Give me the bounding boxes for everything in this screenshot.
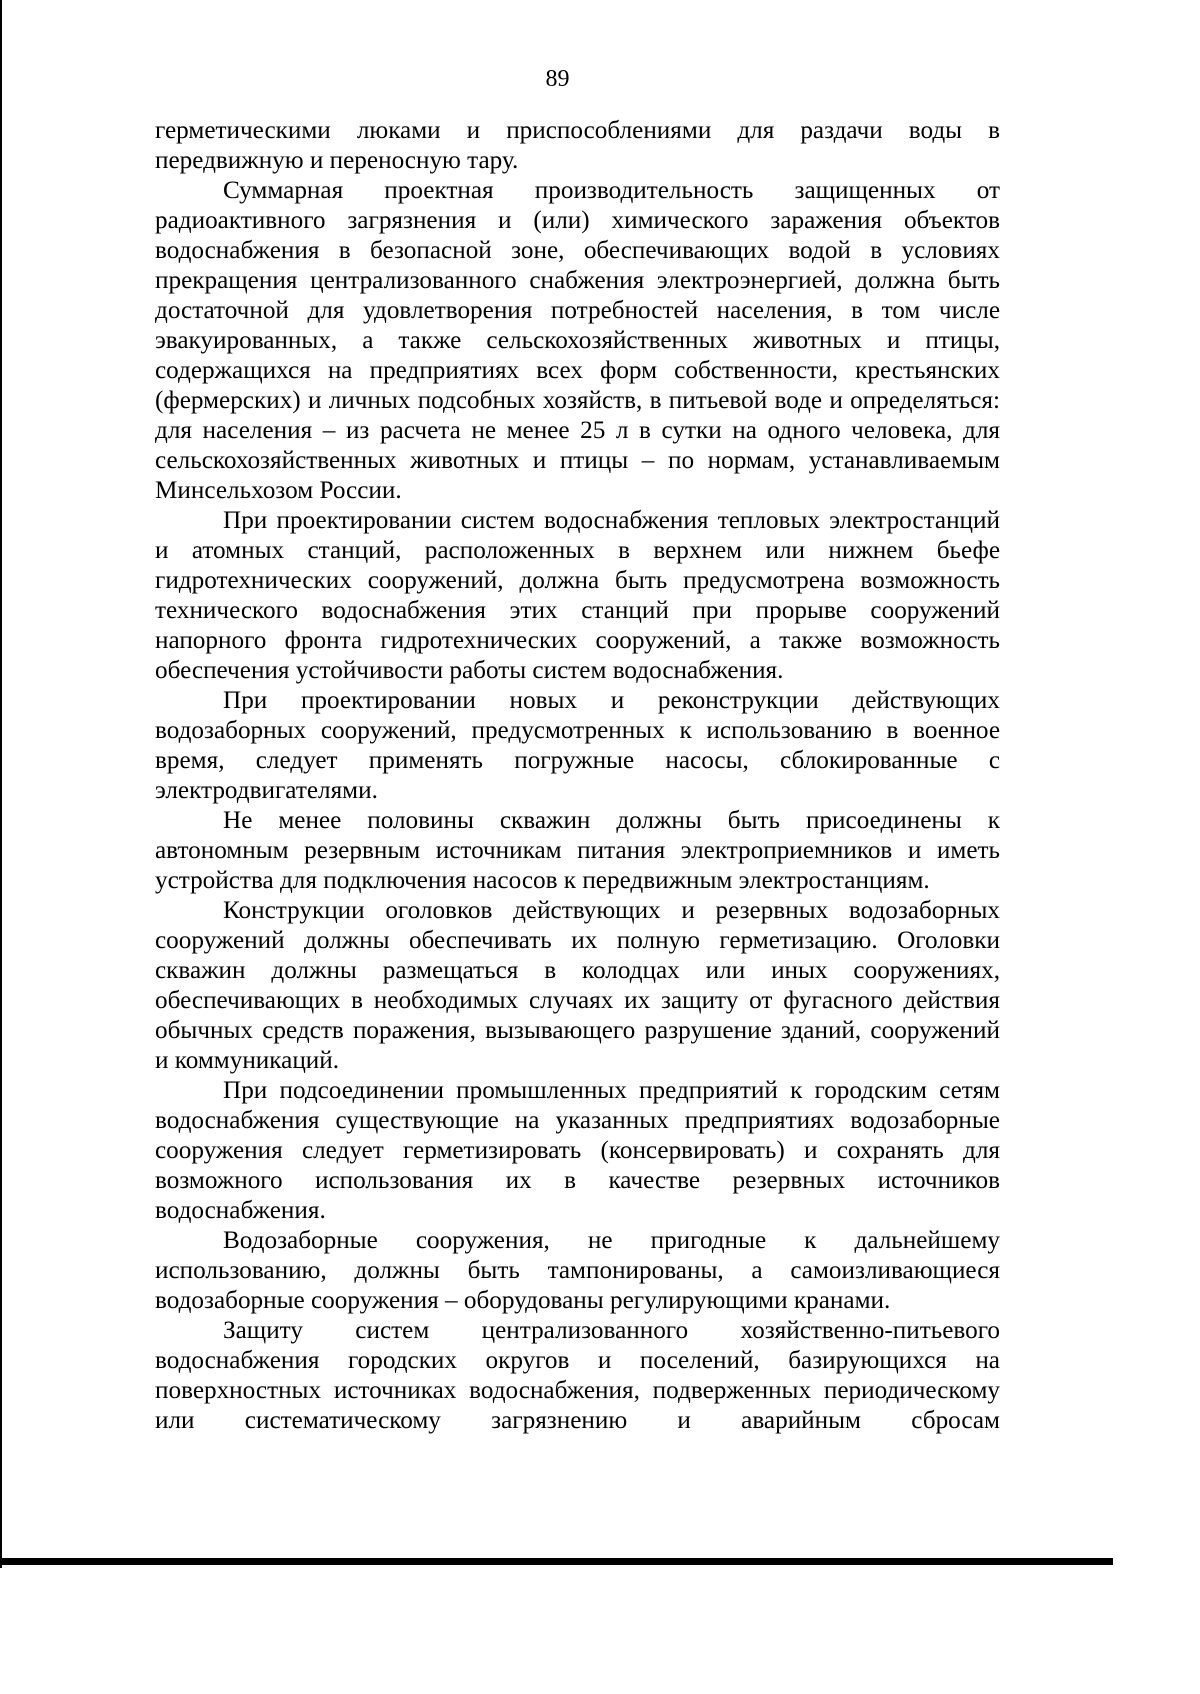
paragraph-power-stations: При проектировании систем водоснабжения тепловых электростанций и атомных станций, расположенных в верхнем или нижнем бьефе гидротехнических сооружений, должна быть предусмотрена возможность технического водоснабжения этих станций при прорыве сооружений напорного фронта гидротехнических сооружений, а также возможность обеспечения устойчивости работы систем водоснабжения. (155, 507, 1000, 684)
paragraph-continued: герметическими люками и приспособлениями для раздачи воды в передвижную и переносную тару. (155, 117, 1000, 174)
bottom-scan-border (2, 1558, 1113, 1565)
page-number: 89 (545, 66, 570, 92)
paragraph-industrial-connection: При подсоединении промышленных предприятий к городским сетям водоснабжения существующие на указанных предприятиях водозаборные сооружения следует герметизировать (консервировать) и сохранять для возможного использования их в качестве резервных источников водоснабжения. (155, 1077, 1000, 1224)
paragraph-unfit-structures: Водозаборные сооружения, не пригодные к дальнейшему использованию, должны быть тампонированы, а самоизливающиеся водозаборные сооружения – оборудованы регулирующими кранами. (155, 1227, 1000, 1314)
paragraph-water-supply-capacity: Суммарная проектная производительность защищенных от радиоактивного загрязнения и (или) химического заражения объектов водоснабжения в безопасной зоне, обеспечивающих водой в условиях прекращения централизованного снабжения электроэнергией, должна быть достаточной для удовлетворения потребностей населения, в том числе эвакуированных, а также сельскохозяйственных животных и птицы, содержащихся на предприятиях всех форм собственности, крестьянских (фермерских) и личных подсобных хозяйств, в питьевой воде и определяться: для населения – из расчета не менее 25 л в сутки на одного человека, для сельскохозяйственных животных и птицы – по нормам, устанавливаемым Минсельхозом России. (155, 177, 1000, 504)
body-text (155, 116, 1000, 1436)
paragraph-submersible-pumps: При проектировании новых и реконструкции действующих водозаборных сооружений, предусмотренных к использованию в военное время, следует применять погружные насосы, сблокированные с электродвигателями. (155, 687, 1000, 804)
paragraph-surface-sources: Защиту систем централизованного хозяйственно-питьевого водоснабжения городских округов и поселений, базирующихся на поверхностных источниках водоснабжения, подверженных периодическому или систематическому загрязнению и аварийным сбросам (155, 1317, 1000, 1434)
paragraph-wellheads: Конструкции оголовков действующих и резервных водозаборных сооружений должны обеспечивать их полную герметизацию. Оголовки скважин должны размещаться в колодцах или иных сооружениях, обеспечивающих в необходимых случаях их защиту от фугасного действия обычных средств поражения, вызывающего разрушение зданий, сооружений и коммуникаций. (155, 897, 1000, 1074)
paragraph-backup-power: Не менее половины скважин должны быть присоединены к автономным резервным источникам питания электроприемников и иметь устройства для подключения насосов к передвижным электростанциям. (155, 807, 1000, 894)
